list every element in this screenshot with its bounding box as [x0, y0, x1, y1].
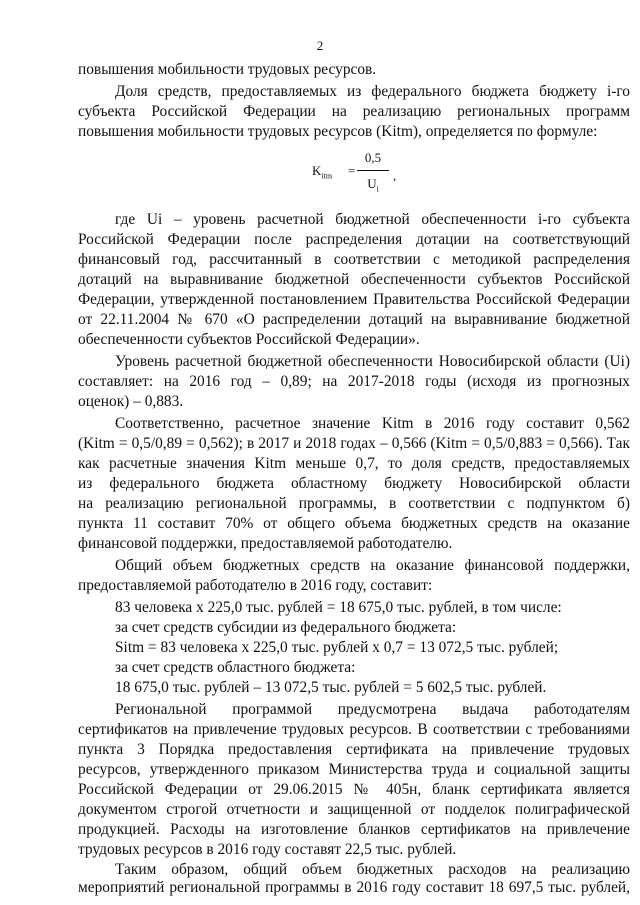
- text-line: Доля средств, предоставляемых из федерального бюджета бюджету i-го: [115, 83, 630, 100]
- text-line: документом строгой отчетности и защищенной от подделок полиграфической: [78, 801, 630, 818]
- formula: [300, 146, 420, 196]
- text-line: повышения мобильности трудовых ресурсов.: [78, 61, 377, 78]
- text-line: пункта 3 Порядка предоставления сертификата на привлечение трудовых: [78, 741, 630, 758]
- text-line: 83 человека х 225,0 тыс. рублей = 18 675,0 тыс. рублей, в том числе:: [115, 599, 562, 616]
- text-line: финансовый год, рассчитанный в соответствии с методикой распределения: [78, 251, 630, 268]
- text-line: Соответственно, расчетное значение Kitm в 2016 году составит 0,562: [115, 415, 630, 432]
- page-number: 2: [316, 38, 324, 53]
- text-line: из федерального бюджета областному бюджету Новосибирской области: [78, 475, 630, 492]
- text-line: повышения мобильности трудовых ресурсов (Kitm), определяется по формуле:: [78, 123, 598, 140]
- text-line: финансовой поддержки, предоставляемой работодателю.: [78, 535, 453, 552]
- text-line: Федерации, утвержденной постановлением Правительства Российской Федерации: [78, 291, 630, 308]
- formula-comma: ,: [393, 168, 397, 183]
- text-line: Общий объем бюджетных средств на оказание финансовой поддержки,: [115, 557, 630, 574]
- fraction-bar: [357, 170, 389, 171]
- text-line: (Kitm = 0,5/0,89 = 0,562); в 2017 и 2018 годах – 0,566 (Kitm = 0,5/0,883 = 0,566). Так: [78, 435, 630, 452]
- text-line: продукцией. Расходы на изготовление бланков сертификатов на привлечение: [78, 821, 630, 838]
- text-line: за счет средств областного бюджета:: [115, 659, 356, 676]
- formula-denominator: $U_i$: [367, 176, 379, 194]
- text-line: Sitm = 83 человека х 225,0 тыс. рублей х 0,7 = 13 072,5 тыс. рублей;: [115, 639, 559, 656]
- text-line: на реализацию региональной программы, в соответствии с подпунктом б): [78, 495, 630, 512]
- text-line: Российской Федерации после распределения дотации на соответствующий: [78, 231, 630, 248]
- text-line: субъекта Российской Федерации на реализацию региональных программ: [78, 103, 630, 120]
- text-line: дотаций на выравнивание бюджетной обеспеченности субъектов Российской: [78, 271, 630, 288]
- text-line: за счет средств субсидии из федерального бюджета:: [115, 619, 457, 636]
- formula-numerator: 0,5: [364, 150, 382, 165]
- text-line: от 22.11.2004 № 670 «О распределении дотаций на выравнивание бюджетной: [78, 311, 630, 328]
- text-line: где Ui – уровень расчетной бюджетной обеспеченности i-го субъекта: [115, 211, 630, 228]
- text-line: 18 675,0 тыс. рублей – 13 072,5 тыс. рублей = 5 602,5 тыс. рублей.: [115, 679, 547, 696]
- text-line: Таким образом, общий объем бюджетных расходов на реализацию: [115, 861, 630, 878]
- text-line: мероприятий региональной программы в 2016 году составит 18 697,5 тыс. рублей,: [78, 879, 630, 896]
- text-line: Региональной программой предусмотрена выдача работодателям: [115, 701, 630, 718]
- text-line: обеспеченности субъектов Российской Федерации».: [78, 331, 420, 348]
- text-line: Российской Федерации от 29.06.2015 № 405н, бланк сертификата является: [78, 781, 630, 798]
- text-line: составляет: на 2016 год – 0,89; на 2017-2018 годы (исходя из прогнозных: [78, 373, 630, 390]
- text-line: предоставляемой работодателю в 2016 году, составит:: [78, 577, 433, 594]
- text-line: сертификатов на привлечение трудовых ресурсов. В соответствии с требованиями: [78, 721, 630, 738]
- text-line: трудовых ресурсов в 2016 году составят 22,5 тыс. рублей.: [78, 841, 457, 858]
- text-line: оценок) – 0,883.: [78, 393, 184, 410]
- text-line: Уровень расчетной бюджетной обеспеченности Новосибирской области (Ui): [115, 353, 630, 370]
- formula-equals: =: [348, 163, 356, 178]
- text-line: ресурсов, утвержденного приказом Министерства труда и социальной защиты: [78, 761, 630, 778]
- text-line: как расчетные значения Kitm меньше 0,7, то доля средств, предоставляемых: [78, 455, 630, 472]
- formula-lhs: $K_{itm}$: [312, 163, 333, 181]
- text-line: пункта 11 составит 70% от общего объема бюджетных средств на оказание: [78, 515, 630, 532]
